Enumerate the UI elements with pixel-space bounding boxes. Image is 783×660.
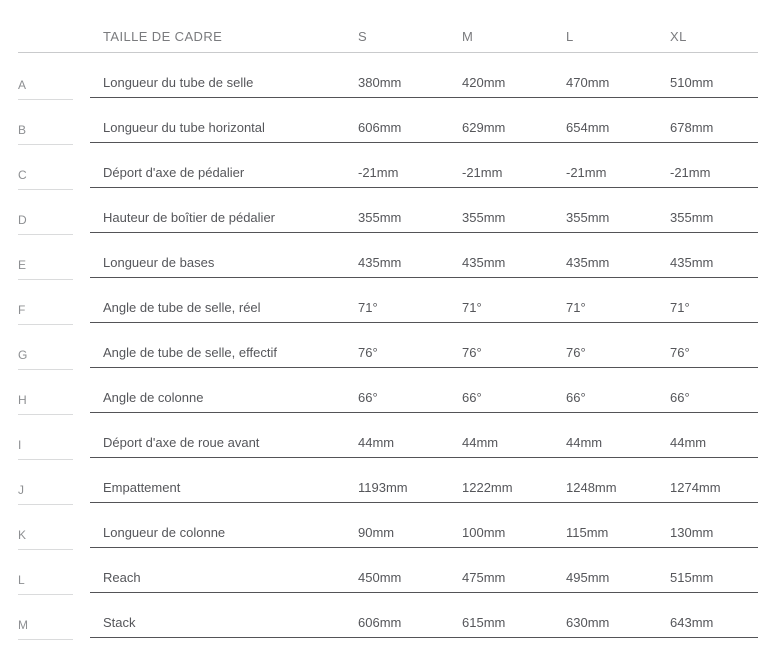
row-letter: C [18,145,73,190]
row-value: 630mm [566,615,610,630]
row-value: 435mm [358,255,402,270]
row-letter: K [18,505,73,550]
row-value: 435mm [670,255,714,270]
table-row [18,143,758,188]
row-value: 115mm [566,525,609,540]
row-value: 629mm [462,120,506,135]
row-value: 470mm [566,75,610,90]
table-row [18,53,758,98]
row-value: 420mm [462,75,506,90]
row-content [90,458,758,503]
header-content [90,29,758,52]
row-value: -21mm [462,165,503,180]
row-value: 510mm [670,75,714,90]
row-value: 606mm [358,615,402,630]
row-value: 76° [670,345,690,360]
table-body [18,53,758,638]
row-value: 66° [670,390,690,405]
table-row [18,503,758,548]
row-content [90,278,758,323]
row-value: 71° [462,300,482,315]
row-content [90,368,758,413]
table-row [18,413,758,458]
row-value: 71° [358,300,378,315]
row-letter: F [18,280,73,325]
row-value: -21mm [670,165,711,180]
row-letter: E [18,235,73,280]
row-value: 1274mm [670,480,721,495]
row-value: 355mm [462,210,506,225]
table-row [18,593,758,638]
row-value: 71° [566,300,586,315]
row-value: 1193mm [358,480,408,495]
row-value: -21mm [358,165,399,180]
row-letter: G [18,325,73,370]
row-value: 1248mm [566,480,617,495]
column-header-xl: XL [670,29,687,44]
row-content [90,143,758,188]
row-label: Angle de tube de selle, effectif [103,345,277,360]
row-letter: J [18,460,73,505]
row-content [90,188,758,233]
row-value: 66° [566,390,586,405]
row-letter: M [18,595,73,640]
row-value: 100mm [462,525,506,540]
row-value: 355mm [566,210,610,225]
row-value: 475mm [462,570,506,585]
row-value: 380mm [358,75,402,90]
row-value: 355mm [358,210,402,225]
row-value: 355mm [670,210,714,225]
row-letter: H [18,370,73,415]
row-label: Longueur du tube de selle [103,75,254,90]
row-label: Hauteur de boîtier de pédalier [103,210,276,225]
column-header-m: M [462,29,474,44]
row-content [90,548,758,593]
row-value: 44mm [358,435,395,450]
row-value: 76° [566,345,586,360]
row-label: Angle de colonne [103,390,204,405]
column-header-s: S [358,29,368,44]
row-letter: I [18,415,73,460]
row-value: 44mm [670,435,707,450]
row-value: 654mm [566,120,610,135]
row-letter: D [18,190,73,235]
row-value: 1222mm [462,480,513,495]
row-value: 515mm [670,570,714,585]
row-value: 435mm [566,255,610,270]
row-value: 71° [670,300,690,315]
row-content [90,53,758,98]
table-row [18,278,758,323]
row-value: 450mm [358,570,402,585]
row-letter: L [18,550,73,595]
table-row [18,323,758,368]
row-content [90,413,758,458]
table-row [18,98,758,143]
row-label: Angle de tube de selle, réel [103,300,261,315]
row-value: 90mm [358,525,395,540]
row-label: Longueur du tube horizontal [103,120,265,135]
table-row [18,188,758,233]
row-content [90,503,758,548]
row-content [90,593,758,638]
row-value: 76° [358,345,378,360]
row-value: 130mm [670,525,714,540]
column-header-l: L [566,29,574,44]
row-value: 615mm [462,615,506,630]
row-content [90,233,758,278]
row-label: Longueur de bases [103,255,215,270]
row-value: 44mm [566,435,603,450]
row-value: 435mm [462,255,506,270]
row-label: Déport d'axe de roue avant [103,435,260,450]
table-header-row [18,0,758,53]
row-label: Stack [103,615,136,630]
row-value: 66° [462,390,482,405]
row-value: 76° [462,345,482,360]
row-value: 678mm [670,120,714,135]
row-content [90,323,758,368]
row-label: Déport d'axe de pédalier [103,165,245,180]
frame-geometry-table [18,0,758,638]
table-row [18,548,758,593]
row-value: 44mm [462,435,499,450]
table-row [18,233,758,278]
row-value: 606mm [358,120,402,135]
row-label: Reach [103,570,141,585]
row-value: 495mm [566,570,610,585]
row-letter: B [18,100,73,145]
frame-size-header-label: TAILLE DE CADRE [103,29,223,44]
table-row [18,368,758,413]
row-letter: A [18,55,73,100]
table-row [18,458,758,503]
row-value: 643mm [670,615,714,630]
row-value: -21mm [566,165,607,180]
row-label: Empattement [103,480,181,495]
row-label: Longueur de colonne [103,525,226,540]
row-content [90,98,758,143]
row-value: 66° [358,390,378,405]
